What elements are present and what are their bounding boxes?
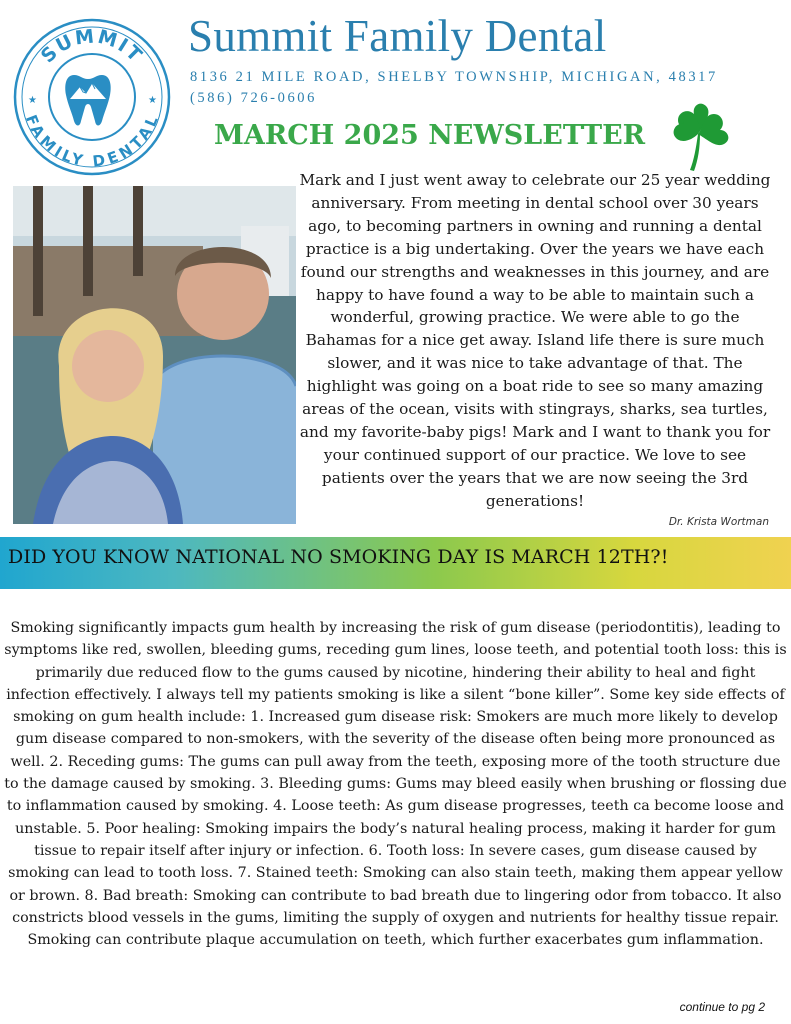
practice-name: Summit Family Dental	[188, 11, 607, 61]
smoking-gum-health-article: Smoking significantly impacts gum health by increasing the risk of gum disease (periodontitis), leading to symptoms like red, swollen, bleeding gums, receding gum lines, loose teeth, and potential tooth loss: this is primarily due reduced flow to the gums caused by nicotine, hindering their ability to heal and fight infection effectively. I always tell my patients smoking is like a silent “bone killer”. Some key side effects of smoking on gum health include: 1. Increased gum disease risk: Smokers are much more likely to develop gum disease compared to non-smokers, with the severity of the disease often being more pronounced as well. 2. Receding gums: The gums can pull away from the teeth, exposing more of the tooth structure due to the damage caused by smoking. 3. Bleeding gums: Gums may bleed easily when brushing or flossing due to inflammation caused by smoking. 4. Loose teeth: As gum disease progresses, teeth ca become loose and unstable. 5. Poor healing: Smoking impairs the body’s natural healing process, making it harder for gum tissue to repair itself after injury or infection. 6. Tooth loss: In severe cases, gum disease caused by smoking can lead to tooth loss. 7. Stained teeth: Smoking can also stain teeth, making them appear yellow or brown. 8. Bad breath: Smoking can contribute to bad breath due to lingering odor from tobacco. It also constricts blood vessels in the gums, limiting the supply of oxygen and nutrients for healthy tissue repair. Smoking can contribute plaque accumulation on teeth, which further exacerbates gum inflammation.	[4, 620, 787, 949]
svg-text:★: ★	[148, 95, 157, 106]
practice-phone: (586) 726-0606	[190, 90, 318, 106]
signature: Dr. Krista Wortman	[668, 516, 769, 528]
svg-text:★: ★	[28, 95, 37, 106]
newsletter-title: MARCH 2025 NEWSLETTER	[214, 120, 646, 151]
couple-photo	[13, 186, 296, 524]
shamrock-icon	[660, 100, 736, 172]
tooth-mountain-icon	[65, 75, 110, 126]
summit-family-dental-logo	[12, 17, 172, 177]
no-smoking-day-heading: DID YOU KNOW NATIONAL NO SMOKING DAY IS MARCH 12TH?!	[8, 546, 669, 568]
anniversary-letter: Mark and I just went away to celebrate our 25 year wedding anniversary. From meeting in dental school over 30 years ago, to becoming partners in owning and running a dental practice is a big undertaking. Over the years we have each found our strengths and weaknesses in this journey, and are happy to have found a way to be able to maintain such a wonderful, growing practice. We were able to go the Bahamas for a nice get away. Island life there is sure much slower, and it was nice to take advantage of that. The highlight was going on a boat ride to see so many amazing areas of the ocean, visits with stingrays, sharks, sea turtles, and my favorite-baby pigs! Mark and I want to thank you for your continued support of our practice. We love to see patients over the years that we are now seeing the 3rd generations!	[299, 171, 771, 510]
continue-note: continue to pg 2	[679, 1000, 765, 1014]
logo-top-text: SUMMIT	[36, 25, 148, 68]
practice-address: 8136 21 MILE ROAD, SHELBY TOWNSHIP, MICHIGAN, 48317	[190, 69, 718, 85]
svg-text:FAMILY DENTAL	[22, 112, 162, 170]
logo-bottom-text: FAMILY DENTAL	[21, 112, 163, 171]
